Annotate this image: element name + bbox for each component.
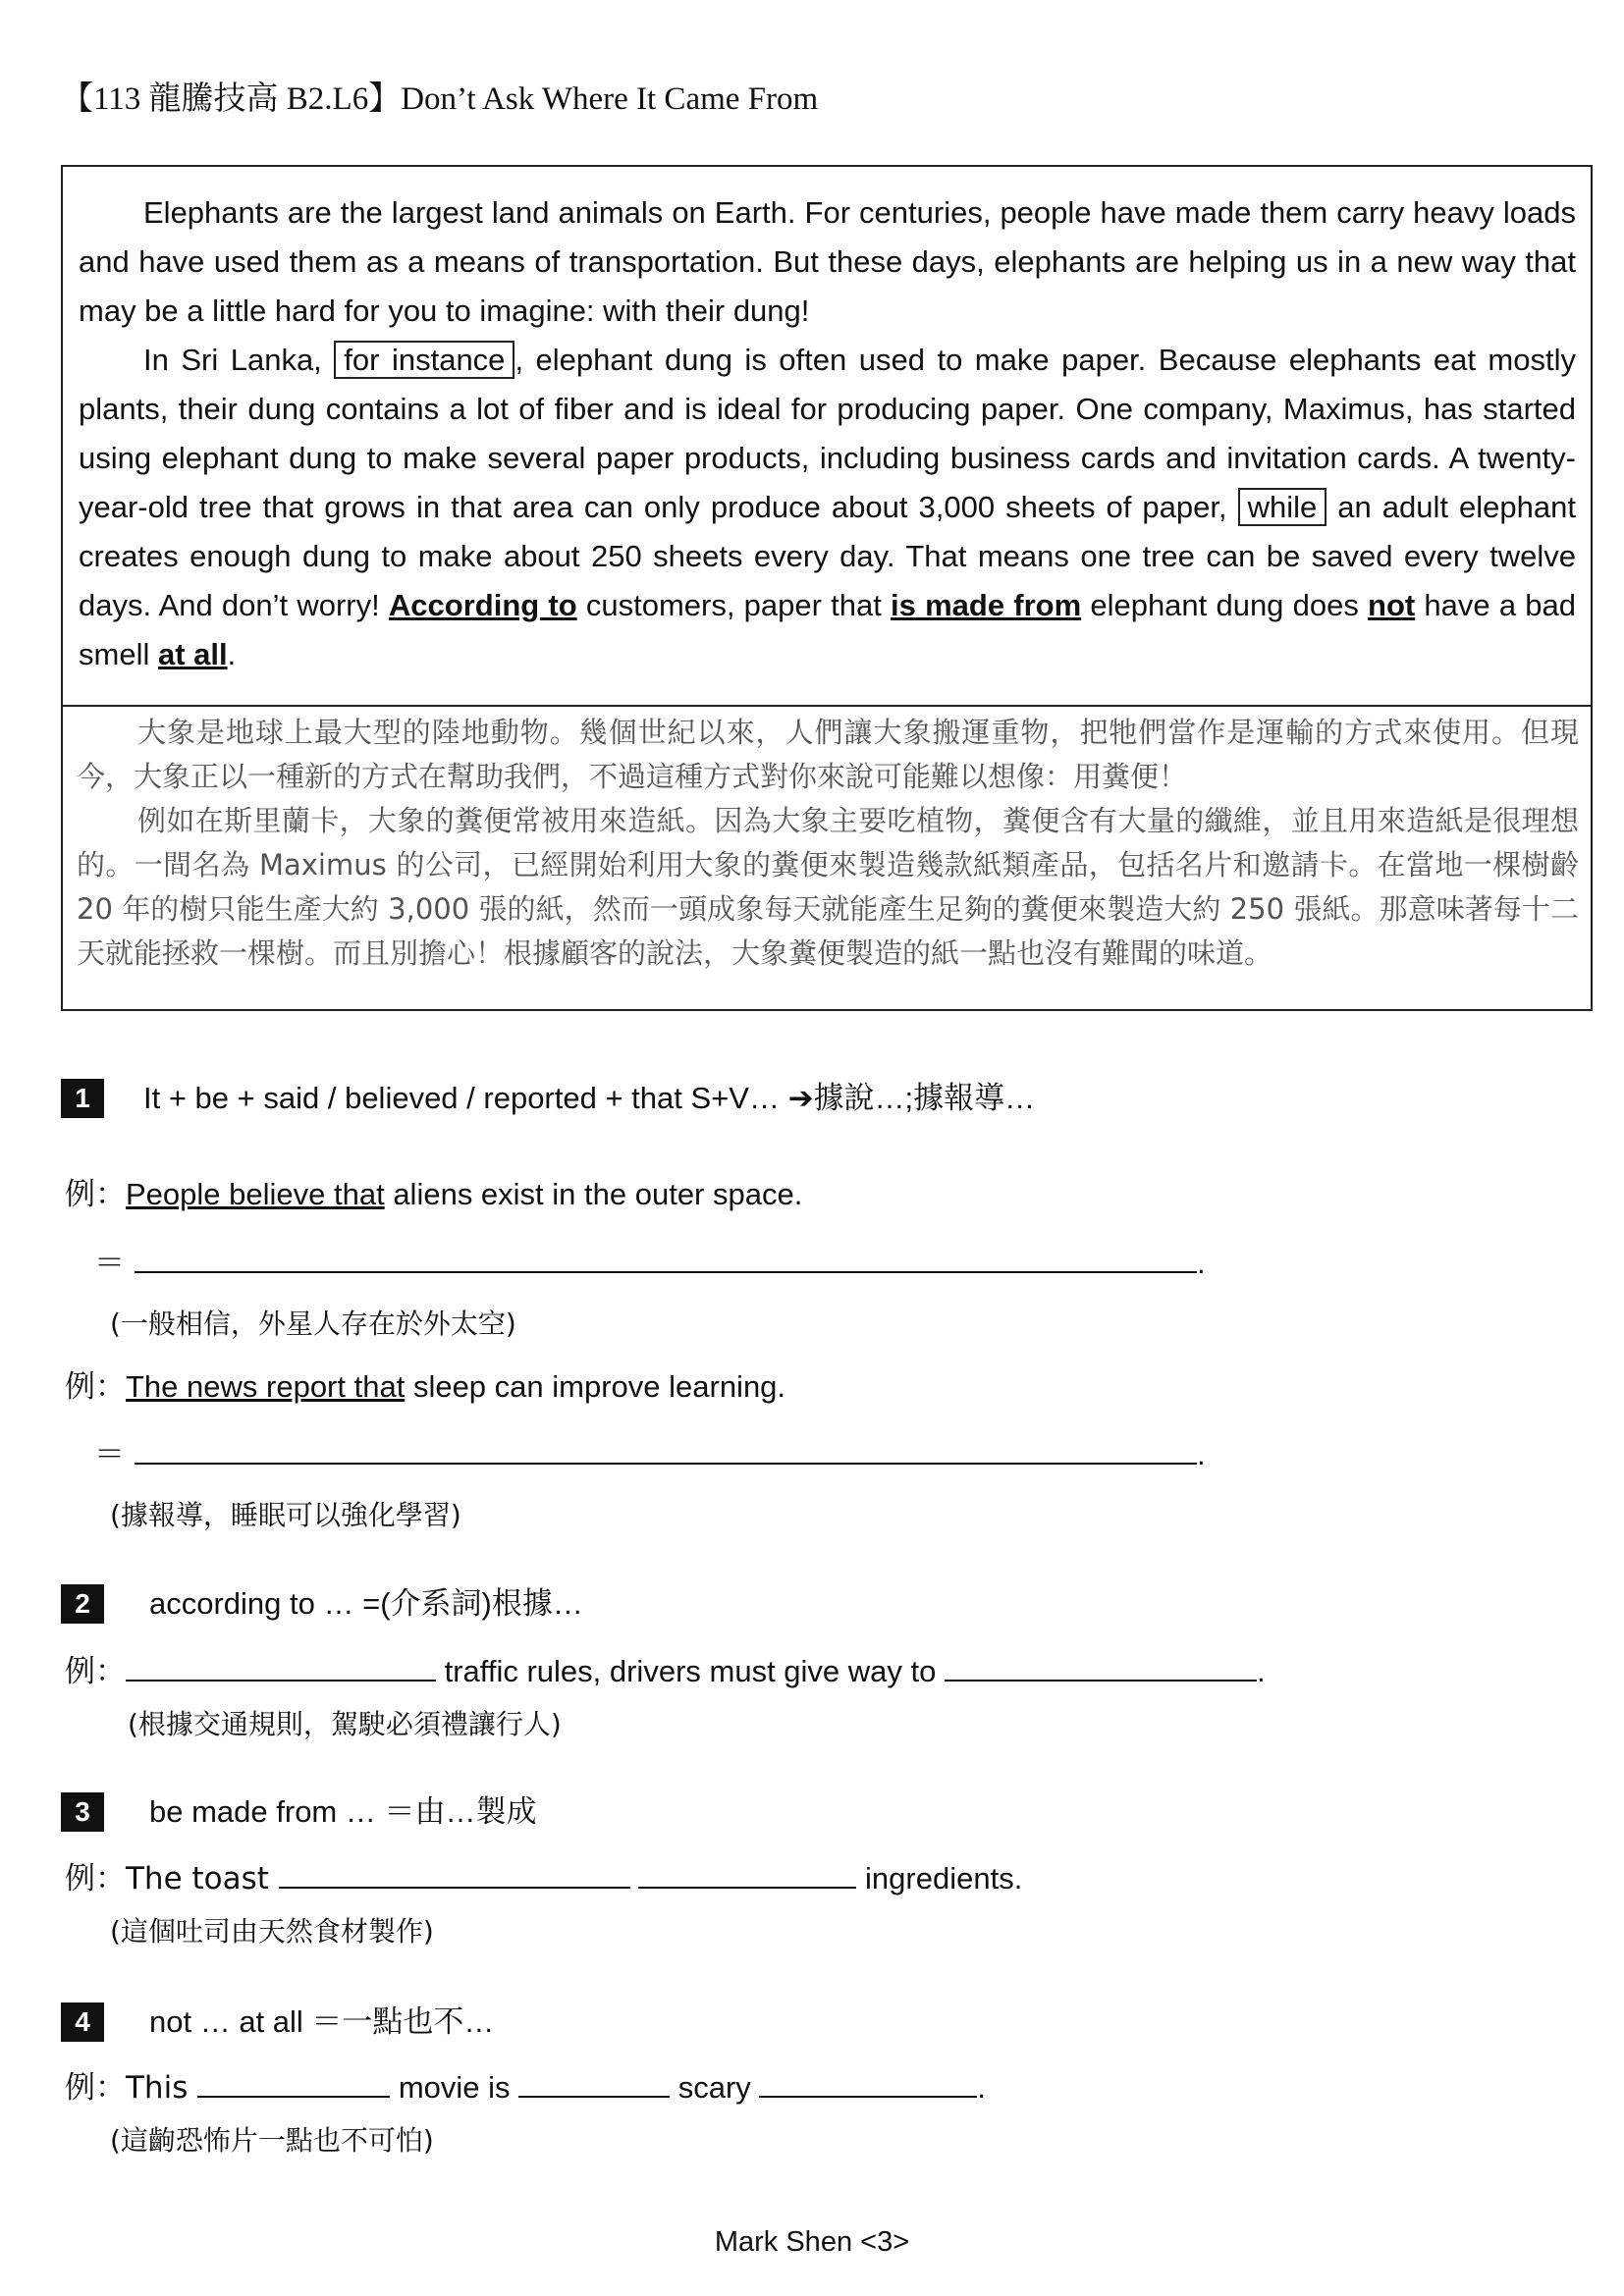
answer-blank[interactable] [135,1435,1197,1465]
p2-text: , elephant dung is often used to make paper. Because elephants eat mostly plants, their dung contains a lot of fiber and is ideal for producing paper. One company, Maximus, has started using elephant dung to make several paper products, including business cards and invitation cards. A twenty-year-old tree that grows in that area can only produce about 3,000 sheets of paper, [79,343,1576,524]
section-number-badge: 3 [61,1792,104,1832]
passage-english [79,188,1576,679]
translation: (根據交通規則，駕駛必須禮讓行人) [128,1708,562,1740]
answer-line [94,1244,1206,1283]
key-word-not: not [1368,588,1416,622]
passage-zh-paragraph-1: 大象是地球上最大型的陸地動物。幾個世紀以來，人們讓大象搬運重物，把牠們當作是運輸的方式來使用。但現今，大象正以一種新的方式在幫助我們，不過這種方式對你來說可能難以想像：用糞便！ [77,716,1579,793]
key-phrase-at-all: at all [157,637,228,671]
example-prefix: 例：This [65,2070,198,2106]
grammar-pattern: be made from … ＝由…製成 [149,1794,537,1829]
example-sentence [65,1859,1022,1898]
translation: (據報導，睡眠可以強化學習) [110,1499,461,1531]
underlined-phrase: The news report that [126,1369,406,1404]
passage-en-paragraph-1: Elephants are the largest land animals on Earth. For centuries, people have made them carry heavy loads and have used them as a means of transportation. But these days, elephants are helping us in a new way that may be a little hard for you to imagine: with their dung! [79,195,1576,328]
example-rest: aliens exist in the outer space. [384,1177,803,1211]
equals-sign: ＝ [94,1246,125,1281]
answer-blank[interactable] [518,2068,670,2098]
p2-text: . [227,637,237,671]
example-prefix: 例： [65,1654,126,1689]
reading-passage-box [61,165,1593,1011]
p2-text: elephant dung does [1081,588,1369,622]
answer-blank[interactable] [197,2068,390,2098]
p2-text: In Sri Lanka, [143,343,335,377]
answer-blank[interactable] [135,1244,1197,1273]
example-sentence [65,2068,986,2108]
section-number-badge: 2 [61,1584,104,1624]
period: . [1256,1654,1266,1688]
p2-text: customers, paper that [576,588,892,622]
passage-zh-paragraph-2: 例如在斯里蘭卡，大象的糞便常被用來造紙。因為大象主要吃植物，糞便含有大量的纖維，並且用來造紙是很理想的。一間名為 Maximus 的公司，已經開始利用大象的糞便來製造幾款紙類產品，包括名片和邀請卡。在當地一棵樹齡 20 年的樹只能生產大約 3,000 張的紙，然而一頭成象每天就能產生足夠的糞便來製造大約 250 張紙。那意味著每十二天就能拯救一棵樹。而且別擔心！根據顧客的說法，大象糞便製造的紙一點也沒有難聞的味道。 [77,804,1579,970]
example-rest [630,1861,639,1896]
answer-blank[interactable] [759,2068,977,2098]
passage-divider [63,705,1591,707]
answer-blank[interactable] [126,1652,436,1682]
key-phrase-is-made-from: is made from [891,588,1082,622]
example-rest: ingredients. [856,1861,1023,1896]
answer-line [94,1435,1206,1474]
grammar-pattern: It + be + said / believed / reported + that S+V… ➔據說…;據報導… [143,1081,1036,1115]
section-number-badge: 4 [61,2002,104,2042]
example-rest: scary [670,2070,760,2105]
answer-blank[interactable] [279,1859,630,1889]
answer-blank[interactable] [638,1859,856,1889]
example-rest: traffic rules, drivers must give way to [436,1654,945,1688]
translation: (一般相信，外星人存在於外太空) [110,1308,516,1340]
underlined-phrase: People believe that [126,1177,385,1211]
p2-text: have a bad smell [79,588,1576,671]
period: . [1197,1246,1206,1280]
passage-en-paragraph-2 [79,336,1576,679]
example-sentence [65,1652,1266,1691]
answer-blank[interactable] [945,1652,1257,1682]
period: . [1197,1437,1206,1471]
example-prefix: 例：The toast [65,1861,279,1896]
example-prefix: 例： [65,1177,126,1212]
p2-text: an adult elephant creates enough dung to make about 250 sheets every day. That means one tree can be saved every twelve days. And don’t worry! [79,490,1576,622]
grammar-pattern: according to … =(介系詞)根據… [149,1586,583,1621]
page-footer: Mark Shen <3> [714,2226,910,2258]
grammar-pattern: not … at all ＝一點也不… [149,2004,495,2039]
example-sentence [65,1367,785,1407]
translation: (這個吐司由天然食材製作) [110,1915,434,1948]
example-prefix: 例： [65,1369,126,1405]
period: . [977,2070,987,2105]
boxed-word-while: while [1238,488,1327,526]
example-sentence [65,1175,802,1214]
equals-sign: ＝ [94,1437,125,1472]
page-title: 【113 龍騰技高 B2.L6】Don’t Ask Where It Came From [61,81,819,117]
example-rest: movie is [390,2070,519,2105]
translation: (這齣恐怖片一點也不可怕) [110,2124,434,2157]
passage-chinese [77,711,1579,976]
key-phrase-according-to: According to [388,588,577,622]
example-rest: sleep can improve learning. [405,1369,786,1404]
section-number-badge: 1 [61,1079,104,1118]
boxed-phrase-for-instance: for instance [334,341,514,379]
